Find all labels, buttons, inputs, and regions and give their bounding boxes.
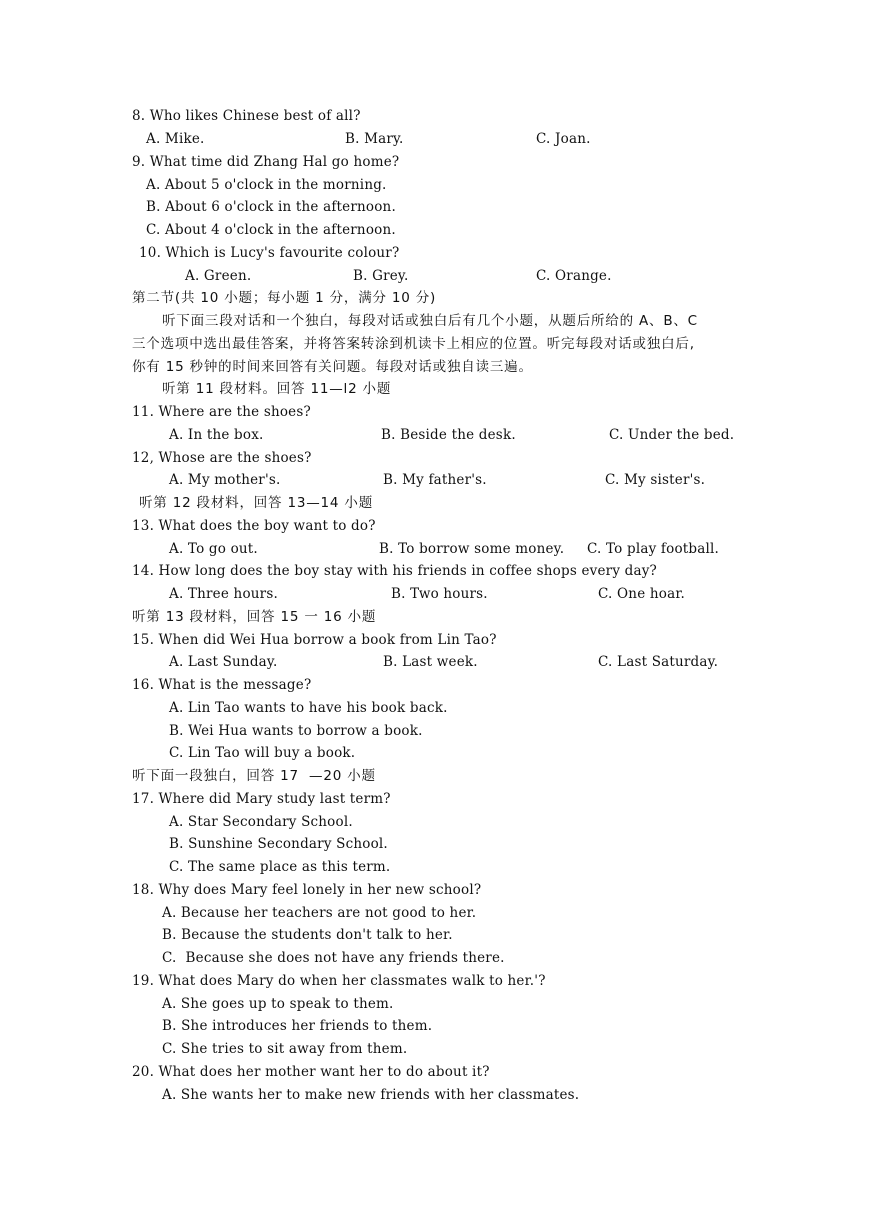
question-18: 18. Why does Mary feel lonely in her new school? — [132, 882, 482, 898]
option-16a: A. Lin Tao wants to have his book back. — [169, 700, 448, 716]
option-12c: C. My sister's. — [605, 472, 706, 488]
question-8: 8. Who likes Chinese best of all? — [132, 108, 361, 124]
option-14a: A. Three hours. — [169, 586, 278, 602]
section-2-instruction-line-3: 你有 15 秒钟的时间来回答有关问题。每段对话或独自读三遍。 — [132, 359, 533, 375]
option-18b: B. Because the students don't talk to her. — [162, 927, 453, 943]
option-8a: A. Mike. — [146, 131, 205, 147]
section-2-heading: 第二节(共 10 小题；每小题 1 分，满分 10 分) — [132, 290, 437, 306]
option-9b: B. About 6 o'clock in the afternoon. — [146, 199, 396, 215]
option-8c: C. Joan. — [536, 131, 591, 147]
section-2-instruction-line-2: 三个选项中选出最佳答案，并将答案转涂到机读卡上相应的位置。听完每段对话或独白后, — [132, 336, 695, 352]
option-13a: A. To go out. — [169, 541, 258, 557]
question-13: 13. What does the boy want to do? — [132, 518, 376, 534]
section-2-instruction-line-1: 听下面三段对话和一个独白，每段对话或独白后有几个小题，从题后所给的 A、B、C — [162, 313, 698, 329]
material-12-heading: 听第 12 段材料，回答 13—14 小题 — [139, 495, 373, 511]
option-19c: C. She tries to sit away from them. — [162, 1041, 408, 1057]
option-14b: B. Two hours. — [391, 586, 488, 602]
question-10: 10. Which is Lucy's favourite colour? — [139, 245, 400, 261]
option-10c: C. Orange. — [536, 268, 612, 284]
option-12a: A. My mother's. — [169, 472, 281, 488]
option-11a: A. In the box. — [169, 427, 264, 443]
option-16c: C. Lin Tao will buy a book. — [169, 745, 356, 761]
option-13c: C. To play football. — [587, 541, 720, 557]
question-11: 11. Where are the shoes? — [132, 404, 311, 420]
option-9c: C. About 4 o'clock in the afternoon. — [146, 222, 396, 238]
option-13b: B. To borrow some money. — [379, 541, 565, 557]
option-15b: B. Last week. — [383, 654, 478, 670]
option-17c: C. The same place as this term. — [169, 859, 391, 875]
material-11-heading: 听第 11 段材料。回答 11—l2 小题 — [162, 381, 392, 397]
option-10a: A. Green. — [185, 268, 252, 284]
question-12: 12, Whose are the shoes? — [132, 450, 312, 466]
option-11b: B. Beside the desk. — [381, 427, 516, 443]
option-10b: B. Grey. — [353, 268, 409, 284]
question-16: 16. What is the message? — [132, 677, 312, 693]
question-14: 14. How long does the boy stay with his friends in coffee shops every day? — [132, 563, 657, 579]
question-15: 15. When did Wei Hua borrow a book from Lin Tao? — [132, 632, 497, 648]
monologue-heading: 听下面一段独白，回答 17 —20 小题 — [132, 768, 376, 784]
option-19b: B. She introduces her friends to them. — [162, 1018, 433, 1034]
question-19: 19. What does Mary do when her classmates walk to her.'? — [132, 973, 546, 989]
question-17: 17. Where did Mary study last term? — [132, 791, 391, 807]
option-15c: C. Last Saturday. — [598, 654, 719, 670]
option-16b: B. Wei Hua wants to borrow a book. — [169, 723, 423, 739]
option-18a: A. Because her teachers are not good to her. — [162, 905, 477, 921]
question-20: 20. What does her mother want her to do about it? — [132, 1064, 490, 1080]
option-20a: A. She wants her to make new friends with her classmates. — [162, 1087, 580, 1103]
option-8b: B. Mary. — [345, 131, 404, 147]
option-12b: B. My father's. — [383, 472, 487, 488]
option-18c: C. Because she does not have any friends there. — [162, 950, 505, 966]
option-11c: C. Under the bed. — [609, 427, 735, 443]
option-9a: A. About 5 o'clock in the morning. — [146, 177, 387, 193]
option-17b: B. Sunshine Secondary School. — [169, 836, 388, 852]
option-17a: A. Star Secondary School. — [169, 814, 353, 830]
option-14c: C. One hoar. — [598, 586, 686, 602]
material-13-heading: 听第 13 段材料，回答 15 一 16 小题 — [132, 609, 377, 625]
option-19a: A. She goes up to speak to them. — [162, 996, 394, 1012]
option-15a: A. Last Sunday. — [169, 654, 278, 670]
question-9: 9. What time did Zhang Hal go home? — [132, 154, 400, 170]
